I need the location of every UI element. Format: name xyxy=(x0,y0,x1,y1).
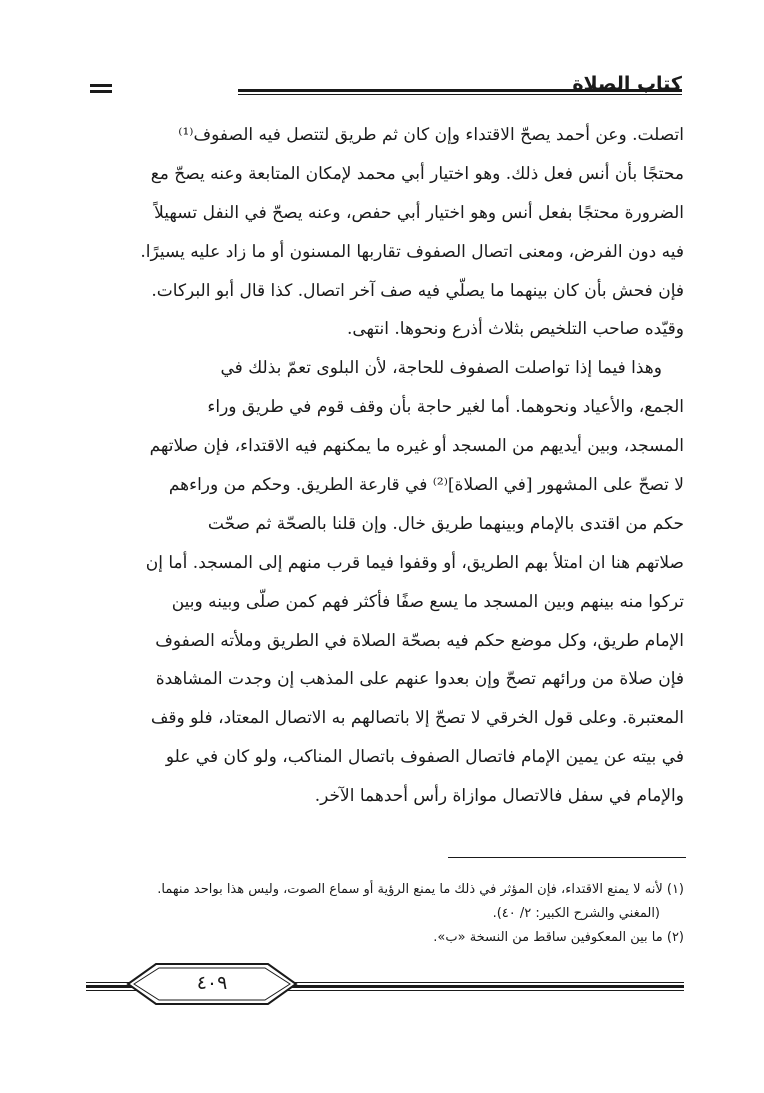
running-title: كتاب الصلاة xyxy=(572,73,682,95)
text-line: والإمام في سفل فالاتصال موازاة رأس أحدهما الآخر. xyxy=(314,786,684,807)
footnote-separator xyxy=(448,857,686,858)
page-number: ٤٠٩ xyxy=(196,972,228,994)
text-line: الجمع، والأعياد ونحوهما. أما لغير حاجة بأن وقف قوم في طريق وراء xyxy=(207,397,684,418)
text-line: صلاتهم هنا ان امتلأ بهم الطريق، أو وقفوا فيما قرب منهم إلى المسجد. أما إن xyxy=(145,552,684,573)
footer-rule-right xyxy=(286,982,684,991)
main-text xyxy=(86,116,684,816)
text-line: المسجد، وبين أيديهم من المسجد أو غيره ما يمكنهم فيه الاقتداء، فإن صلاتهم xyxy=(149,436,684,457)
page-footer xyxy=(86,960,684,1010)
text-line: لا تصحّ على المشهور [في الصلاة]⁽²⁾ في قارعة الطريق. وحكم من وراءهم xyxy=(168,475,684,496)
header-ornament xyxy=(90,84,112,93)
text-line: وهذا فيما إذا تواصلت الصفوف للحاجة، لأن البلوى تعمّ بذلك في xyxy=(220,358,662,379)
footnote-line: (المغني والشرح الكبير: ٢/ ٤٠). xyxy=(492,906,660,921)
text-line: المعتبرة. وعلى قول الخرقي لا تصحّ إلا باتصالهم به الاتصال المعتاد، فلو وقف xyxy=(150,708,684,729)
text-line: فإن فحش بأن كان بينهما ما يصلّي فيه صف آخر اتصال. كذا قال أبو البركات. xyxy=(151,280,684,301)
text-line: محتجًا بأن أنس فعل ذلك. وهو اختيار أبي محمد لإمكان المتابعة وعنه يصحّ مع xyxy=(150,163,684,184)
text-line: في بيته عن يمين الإمام فاتصال الصفوف باتصال المناكب، ولو كان في علو xyxy=(165,747,684,768)
page-number-frame xyxy=(122,960,302,1008)
text-line: فإن صلاة من ورائهم تصحّ وإن بعدوا عنهم على المذهب إن وجدت المشاهدة xyxy=(155,669,684,690)
text-line: اتصلت. وعن أحمد يصحّ الاقتداء وإن كان ثم طريق لتتصل فيه الصفوف⁽¹⁾ xyxy=(178,125,684,145)
footnote-line: (١) لأنه لا يمنع الاقتداء، فإن المؤثر في ذلك ما يمنع الرؤية أو سماع الصوت، وليس هذا بواحد منهما. xyxy=(157,882,684,897)
text-line: حكم من اقتدى بالإمام وبينهما طريق خال. وإن قلنا بالصحّة ثم صحّت xyxy=(207,513,684,534)
text-line: الضرورة محتجًا بفعل أنس وهو اختيار أبي حفص، وعنه يصحّ في النفل تسهيلاً xyxy=(154,202,684,223)
page-header xyxy=(88,70,682,106)
footnote-line: (٢) ما بين المعكوفين ساقط من النسخة «ب». xyxy=(433,930,684,945)
text-line: وقيّده صاحب التلخيص بثلاث أذرع ونحوها. انتهى. xyxy=(346,319,684,340)
text-line: فيه دون الفرض، ومعنى اتصال الصفوف تقاربها المسنون أو ما زاد عليه يسيرًا. xyxy=(140,241,684,262)
text-line: تركوا منه بينهم وبين المسجد ما يسع صفًا فأكثر فهم كمن صلّى وبينه وبين xyxy=(171,591,684,612)
text-line: الإمام طريق، وكل موضع حكم فيه بصحّة الصلاة في الطريق وملأته الصفوف xyxy=(155,630,684,651)
footnotes xyxy=(86,878,684,950)
